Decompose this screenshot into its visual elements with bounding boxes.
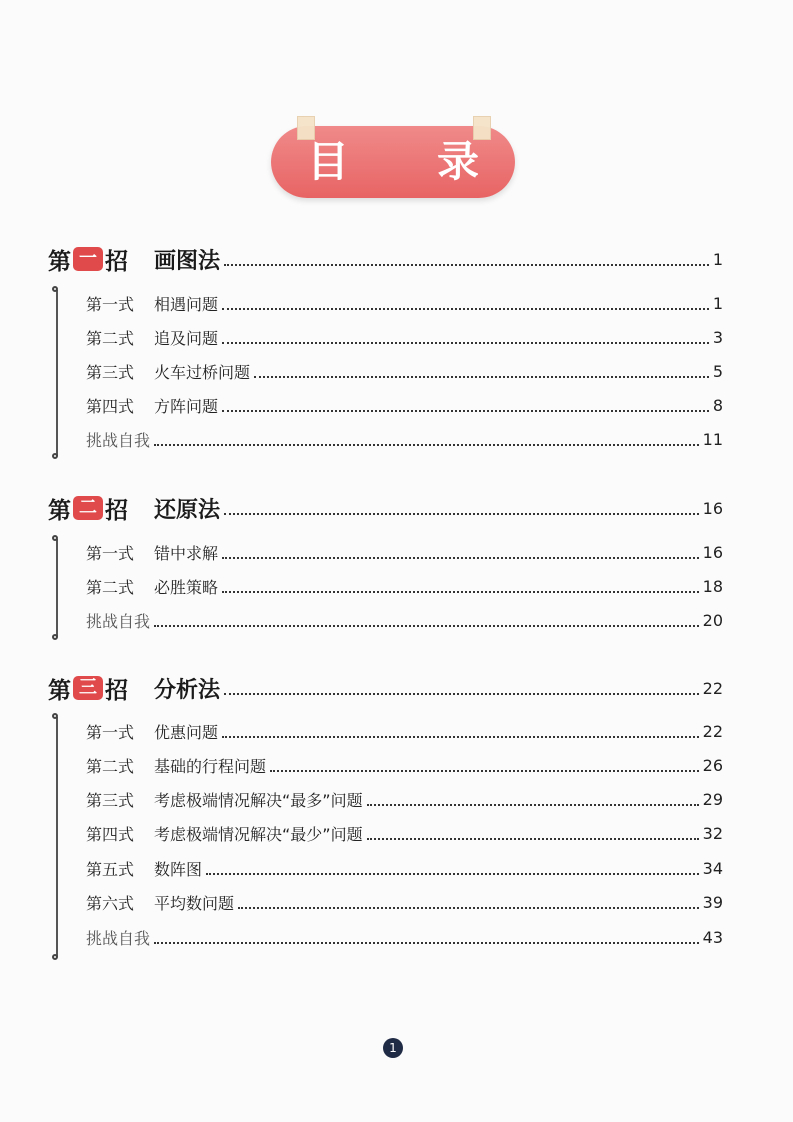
toc-entry[interactable]: 第六式 平均数问题 39 [86,892,723,913]
dot-leader [206,873,699,875]
toc-entry[interactable]: 第二式 追及问题 3 [86,327,723,348]
dot-leader [224,693,699,695]
timeline-dot [52,634,58,640]
toc-entry[interactable]: 第二式 必胜策略 18 [86,576,723,597]
dot-leader [222,308,709,310]
timeline-line [56,539,58,637]
timeline-dot [52,453,58,459]
toc-entry-challenge[interactable]: 挑战自我 20 [86,610,723,631]
chapter-number-badge: 三 [73,676,103,700]
dot-leader [367,838,699,840]
chapter-heading[interactable]: 第 一 招 画图法 1 [48,244,723,274]
dot-leader [222,736,699,738]
dot-leader [238,907,699,909]
chapter-heading[interactable]: 第 二 招 还原法 16 [48,493,723,523]
dot-leader [222,342,709,344]
dot-leader [224,264,709,266]
timeline-dot [52,286,58,292]
dot-leader [154,444,699,446]
chapter-heading[interactable]: 第 三 招 分析法 22 [48,673,723,703]
chapter-title: 还原法 [154,497,221,523]
dot-leader [154,942,699,944]
dot-leader [254,376,709,378]
timeline-line [56,290,58,456]
dot-leader [222,591,699,593]
page-number: 1 [712,249,723,269]
page-number: 16 [702,498,723,518]
toc-entry[interactable]: 第一式 相遇问题 1 [86,293,723,314]
toc-entry-challenge[interactable]: 挑战自我 11 [86,429,723,450]
toc-title: 目 录 [307,137,482,186]
page-number: 22 [702,678,723,698]
footer-page-number: 1 [383,1038,403,1058]
toc-entry[interactable]: 第四式 考虑极端情况解决“最少”问题 32 [86,823,723,844]
timeline-dot [52,535,58,541]
dot-leader [154,625,699,627]
timeline-dot [52,954,58,960]
dot-leader [367,804,699,806]
timeline-line [56,717,58,957]
dot-leader [224,513,699,515]
chapter-title: 画图法 [154,248,221,274]
dot-leader [270,770,699,772]
timeline-dot [52,713,58,719]
toc-entry[interactable]: 第一式 优惠问题 22 [86,721,723,742]
chapter-number-badge: 一 [73,247,103,271]
toc-entry[interactable]: 第一式 错中求解 16 [86,542,723,563]
dot-leader [222,410,709,412]
chapter-number-badge: 二 [73,496,103,520]
chapter-title: 分析法 [154,677,221,703]
toc-entry[interactable]: 第五式 数阵图 34 [86,858,723,879]
toc-entry[interactable]: 第四式 方阵问题 8 [86,395,723,416]
toc-entry[interactable]: 第三式 考虑极端情况解决“最多”问题 29 [86,789,723,810]
toc-entry[interactable]: 第二式 基础的行程问题 26 [86,755,723,776]
toc-entry[interactable]: 第三式 火车过桥问题 5 [86,361,723,382]
dot-leader [222,557,699,559]
toc-banner [271,126,515,198]
toc-entry-challenge[interactable]: 挑战自我 43 [86,927,723,948]
